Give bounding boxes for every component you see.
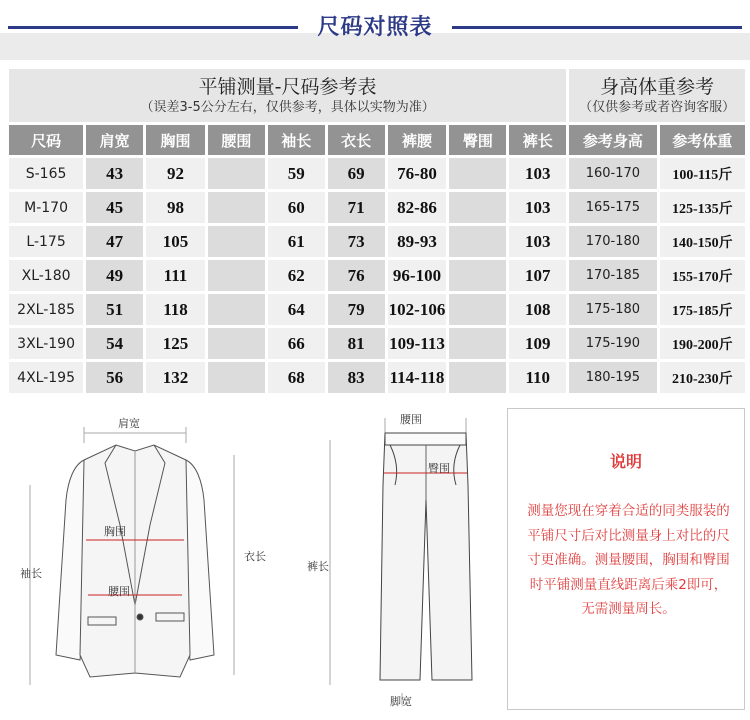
column-header: 裤长 (509, 125, 566, 155)
banner-line-right (452, 26, 742, 29)
reference-heading-cell (569, 69, 745, 122)
measure-note: （误差3-5公分左右，仅供参考，具体以实物为准） (140, 99, 435, 115)
table-cell: 96-100 (388, 260, 447, 291)
table-cell: 68 (268, 362, 325, 393)
table-cell: 103 (509, 226, 566, 257)
table-cell: 49 (86, 260, 143, 291)
table-row (9, 226, 745, 257)
table-cell: 175-185斤 (660, 294, 745, 325)
table-cell: 132 (146, 362, 205, 393)
table-cell: 180-195 (569, 362, 656, 393)
waistband (385, 433, 466, 445)
table-cell: XL-180 (9, 260, 83, 291)
table-cell (208, 294, 265, 325)
table-cell (449, 294, 506, 325)
table-cell: 98 (146, 192, 205, 223)
jacket-chest-label: 胸围 (104, 525, 126, 538)
reference-note: （仅供参考或者咨询客服） (579, 99, 736, 115)
table-cell: 64 (268, 294, 325, 325)
table-cell: 76 (328, 260, 385, 291)
table-cell: 2XL-185 (9, 294, 83, 325)
table-cell: 62 (268, 260, 325, 291)
table-cell (208, 362, 265, 393)
table-cell: 155-170斤 (660, 260, 745, 291)
table-cell (208, 226, 265, 257)
table-cell: 140-150斤 (660, 226, 745, 257)
table-cell: S-165 (9, 158, 83, 189)
column-header: 裤腰 (388, 125, 447, 155)
pants-hem-label: 脚宽 (390, 695, 412, 708)
table-cell: 170-185 (569, 260, 656, 291)
column-header: 袖长 (268, 125, 325, 155)
table-row (9, 260, 745, 291)
column-header: 胸围 (146, 125, 205, 155)
table-cell: 69 (328, 158, 385, 189)
table-cell (208, 260, 265, 291)
table-cell: 100-115斤 (660, 158, 745, 189)
table-cell: 105 (146, 226, 205, 257)
table-cell (449, 158, 506, 189)
table-row (9, 192, 745, 223)
table-cell: 103 (509, 158, 566, 189)
measure-heading: 平铺测量-尺码参考表 (198, 75, 377, 98)
button (137, 614, 143, 620)
table-cell: 103 (509, 192, 566, 223)
table-cell: 60 (268, 192, 325, 223)
table-cell: 210-230斤 (660, 362, 745, 393)
table-cell (449, 260, 506, 291)
pants-waist-label: 腰围 (400, 413, 422, 426)
size-table (6, 66, 748, 396)
jacket-length-label: 衣长 (244, 550, 266, 563)
table-cell (449, 226, 506, 257)
table-cell: 111 (146, 260, 205, 291)
table-cell: 83 (328, 362, 385, 393)
jacket-waist-label: 腰围 (108, 585, 130, 598)
table-cell: 160-170 (569, 158, 656, 189)
table-cell: 45 (86, 192, 143, 223)
table-cell: 76-80 (388, 158, 447, 189)
column-header: 尺码 (9, 125, 83, 155)
table-column-headers (9, 125, 745, 155)
measure-heading-cell (9, 69, 566, 122)
column-header: 腰围 (208, 125, 265, 155)
title-banner (0, 0, 750, 62)
table-cell (208, 328, 265, 359)
table-row (9, 362, 745, 393)
table-cell (449, 192, 506, 223)
table-cell: 190-200斤 (660, 328, 745, 359)
table-cell: 82-86 (388, 192, 447, 223)
table-cell: 165-175 (569, 192, 656, 223)
table-cell: 107 (509, 260, 566, 291)
column-header: 参考体重 (660, 125, 745, 155)
table-cell: 66 (268, 328, 325, 359)
column-header: 肩宽 (86, 125, 143, 155)
table-header-top (9, 69, 745, 122)
table-cell: 170-180 (569, 226, 656, 257)
banner-line-left (8, 26, 298, 29)
table-cell (449, 328, 506, 359)
table-cell: L-175 (9, 226, 83, 257)
table-cell: 61 (268, 226, 325, 257)
table-cell (208, 192, 265, 223)
page-title: 尺码对照表 (317, 15, 433, 40)
table-cell: 175-180 (569, 294, 656, 325)
table-cell: 54 (86, 328, 143, 359)
table-cell: 71 (328, 192, 385, 223)
table-cell (449, 362, 506, 393)
pants-diagram (320, 405, 500, 715)
table-cell: 47 (86, 226, 143, 257)
note-box (507, 408, 745, 710)
table-cell: 108 (509, 294, 566, 325)
table-cell: M-170 (9, 192, 83, 223)
jacket-shoulder-label: 肩宽 (118, 417, 140, 430)
table-row (9, 294, 745, 325)
table-cell: 109-113 (388, 328, 447, 359)
table-cell: 92 (146, 158, 205, 189)
table-cell: 43 (86, 158, 143, 189)
table-cell: 59 (268, 158, 325, 189)
pants-length-label: 裤长 (307, 560, 329, 573)
table-row (9, 328, 745, 359)
table-cell: 56 (86, 362, 143, 393)
jacket-sleeve-label: 袖长 (20, 567, 42, 580)
table-row (9, 158, 745, 189)
table-cell: 125-135斤 (660, 192, 745, 223)
table-cell: 125 (146, 328, 205, 359)
table-cell: 118 (146, 294, 205, 325)
table-cell: 89-93 (388, 226, 447, 257)
table-cell (208, 158, 265, 189)
note-title: 说明 (609, 452, 642, 471)
reference-heading: 身高体重参考 (600, 75, 715, 98)
column-header: 参考身高 (569, 125, 656, 155)
table-cell: 109 (509, 328, 566, 359)
table-cell: 4XL-195 (9, 362, 83, 393)
table-cell: 79 (328, 294, 385, 325)
table-cell: 51 (86, 294, 143, 325)
table-cell: 3XL-190 (9, 328, 83, 359)
note-body: 测量您现在穿着合适的同类服装的平铺尺寸后对比测量身上对比的尺寸更准确。测量腰围，胸围和臀围时平铺测量直线距离后乘2即可，无需测量周长。 (527, 503, 730, 617)
table-cell: 102-106 (388, 294, 447, 325)
pants-hip-label: 臀围 (428, 462, 450, 475)
table-cell: 114-118 (388, 362, 447, 393)
column-header: 臀围 (449, 125, 506, 155)
table-cell: 73 (328, 226, 385, 257)
column-header: 衣长 (328, 125, 385, 155)
table-cell: 81 (328, 328, 385, 359)
table-cell: 175-190 (569, 328, 656, 359)
table-cell: 110 (509, 362, 566, 393)
